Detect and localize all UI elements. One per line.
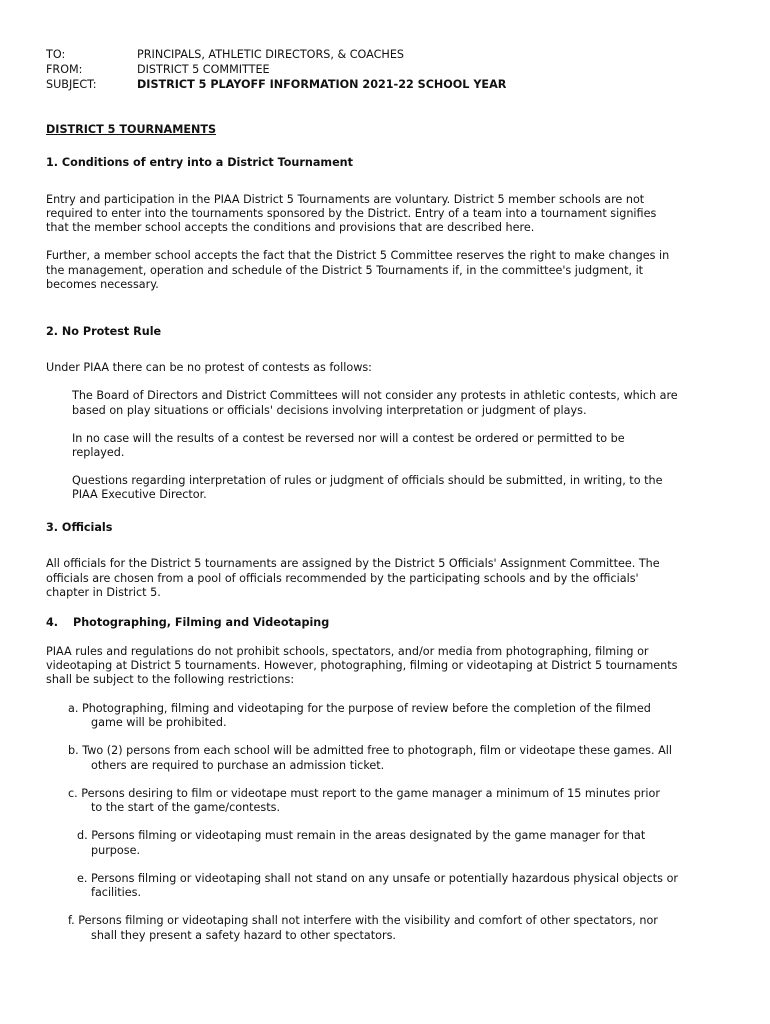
s4-p1-line-3: shall be subject to the following restrictions: [46, 673, 295, 686]
s2-q2-line-1: In no case will the results of a contest be reversed nor will a contest be ordered or permitted to be [72, 432, 625, 445]
s4-p1-line-2: videotaping at District 5 tournaments. However, photographing, filming or videotaping at District 5 tournaments [46, 659, 678, 672]
s2-q3-line-2: PIAA Executive Director. [72, 488, 207, 501]
list-item-a-line-1: a. Photographing, filming and videotaping for the purpose of review before the completion of the filmed [68, 702, 651, 715]
section-4-number: 4. [46, 616, 59, 629]
s4-p1-line-1: PIAA rules and regulations do not prohibit schools, spectators, and/or media from photographing, filming or [46, 645, 649, 658]
list-item-c-line-2: to the start of the game/contests. [91, 801, 281, 814]
section-title: DISTRICT 5 TOURNAMENTS [46, 123, 217, 136]
list-item-f-line-2: shall they present a safety hazard to other spectators. [91, 929, 396, 942]
s2-q3-line-1: Questions regarding interpretation of rules or judgment of officials should be submitted, in writing, to the [72, 474, 663, 487]
s2-q2-line-2: replayed. [72, 446, 125, 459]
s1-p2-line-1: Further, a member school accepts the fact that the District 5 Committee reserves the right to make changes in [46, 249, 670, 262]
section-2-heading: 2. No Protest Rule [46, 325, 162, 338]
section-3-heading: 3. Officials [46, 521, 113, 534]
list-item-a-line-2: game will be prohibited. [91, 716, 227, 729]
section-4-heading: Photographing, Filming and Videotaping [73, 616, 330, 629]
s1-p1-line-1: Entry and participation in the PIAA District 5 Tournaments are voluntary. District 5 member schools are not [46, 193, 645, 206]
s3-p1-line-3: chapter in District 5. [46, 586, 161, 599]
list-item-d-line-2: purpose. [91, 844, 141, 857]
s1-p1-line-3: that the member school accepts the conditions and provisions that are described here. [46, 221, 535, 234]
s1-p2-line-2: the management, operation and schedule of the District 5 Tournaments if, in the committee's judgment, it [46, 264, 644, 277]
list-item-b-line-1: b. Two (2) persons from each school will be admitted free to photograph, film or videotape these games. All [68, 744, 672, 757]
to-value: PRINCIPALS, ATHLETIC DIRECTORS, & COACHES [137, 48, 405, 61]
list-item-b-line-2: others are required to purchase an admission ticket. [91, 759, 385, 772]
subject-value: DISTRICT 5 PLAYOFF INFORMATION 2021-22 SCHOOL YEAR [137, 78, 507, 91]
subject-label: SUBJECT: [46, 78, 97, 91]
s3-p1-line-1: All officials for the District 5 tournaments are assigned by the District 5 Officials' Assignment Committee. The [46, 557, 660, 570]
list-item-e-line-2: facilities. [91, 886, 142, 899]
s3-p1-line-2: officials are chosen from a pool of officials recommended by the participating schools and by the officials' [46, 572, 639, 585]
list-item-c-line-1: c. Persons desiring to film or videotape must report to the game manager a minimum of 15 minutes prior [68, 787, 660, 800]
s2-q1-line-1: The Board of Directors and District Committees will not consider any protests in athletic contests, which are [72, 389, 678, 402]
list-item-e-line-1: e. Persons filming or videotaping shall not stand on any unsafe or potentially hazardous physical objects or [77, 872, 679, 885]
from-label: FROM: [46, 63, 83, 76]
list-item-f-line-1: f. Persons filming or videotaping shall not interfere with the visibility and comfort of other spectators, nor [68, 914, 658, 927]
s2-q1-line-2: based on play situations or officials' decisions involving interpretation or judgment of plays. [72, 404, 587, 417]
from-value: DISTRICT 5 COMMITTEE [137, 63, 270, 76]
section-1-heading: 1. Conditions of entry into a District Tournament [46, 156, 353, 169]
to-label: TO: [46, 48, 66, 61]
s1-p2-line-3: becomes necessary. [46, 278, 159, 291]
s2-intro: Under PIAA there can be no protest of contests as follows: [46, 361, 372, 374]
s1-p1-line-2: required to enter into the tournaments sponsored by the District. Entry of a team into a tournament signifies [46, 207, 657, 220]
list-item-d-line-1: d. Persons filming or videotaping must remain in the areas designated by the game manager for that [77, 829, 646, 842]
